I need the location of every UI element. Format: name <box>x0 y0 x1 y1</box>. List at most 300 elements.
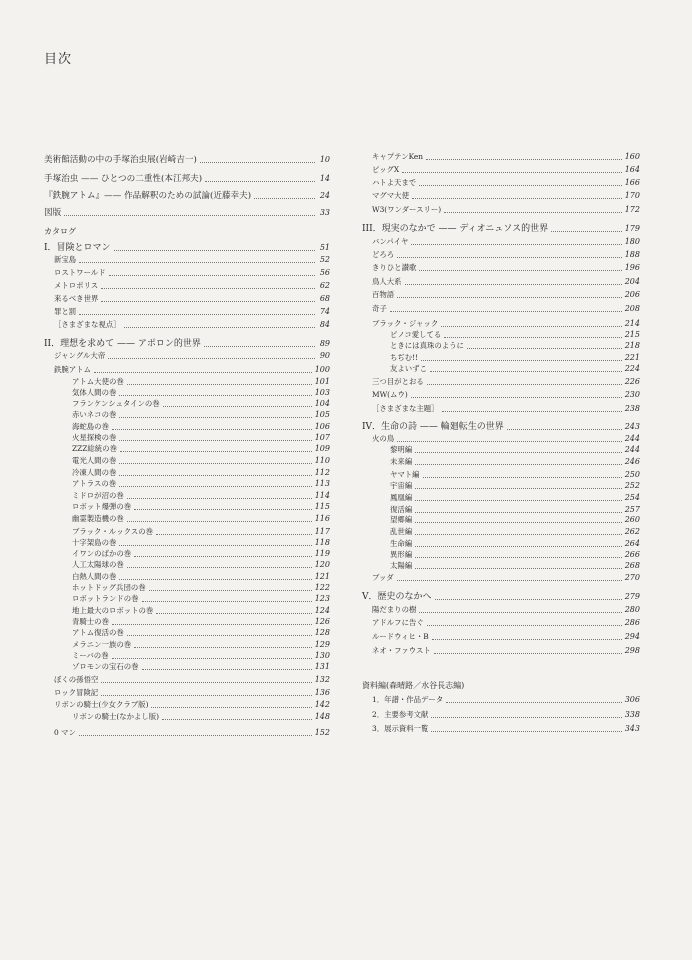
dot-leader <box>204 345 315 347</box>
toc-entry-title: 鉄腕アトム <box>54 365 91 374</box>
dot-leader <box>79 261 315 263</box>
toc-entry-title: ホットドッグ兵団の巻 <box>72 583 146 592</box>
section-label: 資料編(森晴路／水谷長志編) <box>362 681 465 690</box>
toc-entry-title: II．理想を求めて —— アポロン的世界 <box>44 339 201 349</box>
toc-entry <box>72 593 330 604</box>
dot-leader <box>127 566 312 568</box>
toc-entry-title: 鳳凰編 <box>390 493 413 502</box>
toc-entry-title: メトロポリス <box>54 281 99 290</box>
dot-leader <box>156 612 311 614</box>
toc-entry-title: アトム大使の巻 <box>72 377 124 386</box>
toc-section-heading <box>362 421 640 432</box>
toc-entry-title: ミーバの巻 <box>72 651 109 660</box>
toc-entry-title: ピノコ愛してる <box>390 330 442 339</box>
toc-section-heading <box>362 591 640 602</box>
toc-entry-title: 3．展示資料一覧 <box>372 724 429 733</box>
toc-entry <box>44 190 330 201</box>
toc-entry-page: 254 <box>624 493 640 502</box>
toc-entry-page: 188 <box>624 250 640 259</box>
toc-entry-page: 123 <box>314 594 330 603</box>
toc-entry-page: 196 <box>624 263 640 272</box>
toc-entry <box>54 364 330 375</box>
toc-entry-page: 152 <box>314 728 330 737</box>
toc-entry <box>54 319 330 330</box>
toc-entry <box>72 501 330 512</box>
toc-entry <box>72 526 330 537</box>
toc-entry-title: アドルフに告ぐ <box>372 618 424 627</box>
toc-entry-title: アトラスの巻 <box>72 479 117 488</box>
dot-leader <box>79 313 315 315</box>
toc-entry <box>390 492 640 503</box>
toc-entry-page: 238 <box>624 404 640 413</box>
dot-leader <box>94 371 312 373</box>
dot-leader <box>432 638 622 640</box>
toc-entry-title: ブラック・ジャック <box>372 319 439 328</box>
toc-entry-page: 33 <box>319 208 330 217</box>
dot-leader <box>390 310 622 312</box>
toc-entry-title: ZZZ総統の巻 <box>72 444 117 453</box>
toc-entry-page: 252 <box>624 481 640 490</box>
dot-leader <box>435 598 622 600</box>
toc-entry-page: 24 <box>319 191 330 200</box>
toc-entry-page: 160 <box>624 152 640 161</box>
dot-leader <box>419 184 622 186</box>
toc-entry <box>72 421 330 432</box>
page-title: 目次 <box>44 52 73 67</box>
toc-entry-title: ［さまざまな主題］ <box>372 404 439 413</box>
toc-entry <box>390 549 640 560</box>
dot-leader <box>127 634 312 636</box>
toc-entry-page: 62 <box>319 281 330 290</box>
toc-entry-page: 136 <box>314 688 330 697</box>
toc-entry-page: 268 <box>624 561 640 570</box>
toc-entry <box>372 303 640 314</box>
dot-leader <box>442 410 622 412</box>
toc-entry-title: ロボットランドの巻 <box>72 594 139 603</box>
toc-entry-page: 52 <box>319 255 330 264</box>
dot-leader <box>507 428 622 430</box>
dot-leader <box>444 336 621 338</box>
toc-entry-title: 友よいずこ <box>390 364 427 373</box>
toc-entry-title: 1．年譜・作品データ <box>372 695 444 704</box>
toc-entry <box>54 254 330 265</box>
toc-entry-page: 262 <box>624 527 640 536</box>
dot-leader <box>467 347 622 349</box>
toc-entry-page: 84 <box>319 320 330 329</box>
toc-entry <box>54 306 330 317</box>
toc-entry <box>372 318 640 329</box>
toc-entry-page: 142 <box>314 700 330 709</box>
toc-entry <box>372 403 640 414</box>
toc-entry-page: 124 <box>314 606 330 615</box>
toc-entry-page: 89 <box>319 339 330 348</box>
dot-leader <box>415 463 622 465</box>
dot-leader <box>156 533 312 535</box>
dot-leader <box>415 511 622 513</box>
toc-entry <box>390 352 640 363</box>
dot-leader <box>405 283 622 285</box>
toc-entry-title: 地上最大のロボットの巻 <box>72 606 154 615</box>
toc-entry-title: メラニン一族の巻 <box>72 640 132 649</box>
toc-entry <box>54 687 330 698</box>
toc-entry-title: 赤いネコの巻 <box>72 410 117 419</box>
dot-leader <box>119 394 311 396</box>
toc-entry-page: 120 <box>314 560 330 569</box>
toc-entry-title: 新宝島 <box>54 255 77 264</box>
toc-entry-page: 105 <box>314 410 330 419</box>
toc-entry-page: 112 <box>314 468 330 477</box>
dot-leader <box>127 383 312 385</box>
toc-entry-title: 黎明編 <box>390 445 413 454</box>
toc-entry-page: 110 <box>314 456 330 465</box>
toc-entry-title: 美術館活動の中の手塚治虫展(岩崎吉一) <box>44 155 197 165</box>
dot-leader <box>415 451 622 453</box>
toc-entry <box>372 289 640 300</box>
toc-entry <box>372 709 640 720</box>
toc-entry-title: V．歴史のなかへ <box>362 592 432 602</box>
toc-entry-title: 電光人間の巻 <box>72 456 117 465</box>
dot-leader <box>415 567 622 569</box>
toc-entry <box>72 582 330 593</box>
dot-leader <box>108 357 315 359</box>
toc-entry-page: 119 <box>314 549 330 558</box>
toc-entry-title: MW(ムウ) <box>372 390 408 399</box>
dot-leader <box>134 508 312 510</box>
toc-entry-title: リボンの騎士(少女クラブ版) <box>54 700 149 709</box>
toc-entry-page: 100 <box>314 365 330 374</box>
toc-entry-title: 海蛇島の巻 <box>72 422 109 431</box>
toc-entry <box>54 350 330 361</box>
dot-leader <box>119 462 311 464</box>
dot-leader <box>142 668 312 670</box>
dot-leader <box>64 214 315 216</box>
toc-entry-page: 338 <box>624 710 640 719</box>
dot-leader <box>151 706 311 708</box>
toc-entry-page: 166 <box>624 178 640 187</box>
toc-entry-page: 107 <box>314 433 330 442</box>
toc-entry-page: 109 <box>314 444 330 453</box>
toc-entry-title: ビッグX <box>372 165 400 174</box>
dot-leader <box>402 171 622 173</box>
toc-entry-title: ミドロが沼の巻 <box>72 491 124 500</box>
toc-section-heading <box>44 338 330 349</box>
toc-entry <box>72 376 330 387</box>
toc-entry-title: 宇宙編 <box>390 481 413 490</box>
toc-entry-title: 十字架島の巻 <box>72 538 117 547</box>
toc-entry-page: 294 <box>624 632 640 641</box>
toc-entry-page: 243 <box>624 422 640 431</box>
toc-entry-title: フランケンシュタインの巻 <box>72 399 160 408</box>
toc-entry <box>72 537 330 548</box>
toc-entry-title: ネオ・ファウスト <box>372 646 431 655</box>
dot-leader <box>411 396 622 398</box>
toc-entry-page: 117 <box>314 527 330 536</box>
toc-entry <box>72 661 330 672</box>
toc-entry-page: 257 <box>624 505 640 514</box>
dot-leader <box>112 657 312 659</box>
toc-entry <box>372 151 640 162</box>
toc-entry-title: 『鉄腕アトム』—— 作品解釈のための試論(近藤幸夫) <box>44 191 252 201</box>
toc-entry <box>72 467 330 478</box>
dot-leader <box>101 694 312 696</box>
toc-entry <box>54 267 330 278</box>
dot-leader <box>119 474 311 476</box>
dot-leader <box>112 623 312 625</box>
toc-entry <box>44 207 330 218</box>
toc-entry-title: きりひと讃歌 <box>372 263 417 272</box>
toc-entry <box>390 456 640 467</box>
toc-entry-title: ロストワールド <box>54 268 106 277</box>
toc-entry <box>72 711 330 722</box>
toc-entry-page: 106 <box>314 422 330 431</box>
toc-entry-title: 復活編 <box>390 505 413 514</box>
toc-entry-page: 286 <box>624 618 640 627</box>
dot-leader <box>426 158 622 160</box>
toc-entry <box>72 490 330 501</box>
dot-leader <box>200 161 315 163</box>
toc-entry-page: 298 <box>624 646 640 655</box>
toc-entry <box>72 571 330 582</box>
toc-entry <box>372 249 640 260</box>
toc-entry <box>372 236 640 247</box>
toc-section-heading <box>362 223 640 234</box>
toc-entry-page: 10 <box>319 155 330 164</box>
dot-leader <box>397 256 622 258</box>
toc-entry-page: 224 <box>624 364 640 373</box>
toc-entry-page: 132 <box>314 675 330 684</box>
toc-entry-title: 青騎士の巻 <box>72 617 109 626</box>
toc-entry-title: 異形編 <box>390 550 413 559</box>
toc-entry-title: ヤマト編 <box>390 470 420 479</box>
toc-entry-page: 266 <box>624 550 640 559</box>
dot-leader <box>415 556 622 558</box>
toc-entry-title: 太陽編 <box>390 561 413 570</box>
toc-entry <box>72 559 330 570</box>
dot-leader <box>119 485 312 487</box>
toc-entry <box>372 723 640 734</box>
dot-leader <box>411 243 621 245</box>
dot-leader <box>127 497 312 499</box>
toc-entry <box>72 398 330 409</box>
toc-entry-title: 罪と罰 <box>54 307 77 316</box>
toc-entry-page: 74 <box>319 307 330 316</box>
toc-entry-page: 306 <box>624 695 640 704</box>
dot-leader <box>119 439 311 441</box>
dot-leader <box>551 230 622 232</box>
toc-entry-title: 図版 <box>44 208 62 218</box>
toc-entry <box>390 469 640 480</box>
toc-entry <box>372 376 640 387</box>
toc-entry <box>54 699 330 710</box>
toc-entry-page: 122 <box>314 583 330 592</box>
toc-section-heading <box>44 242 330 253</box>
toc-entry <box>72 639 330 650</box>
toc-entry <box>390 363 640 374</box>
toc-entry-title: W3(ワンダースリー) <box>372 205 442 214</box>
dot-leader <box>119 416 311 418</box>
toc-entry-page: 230 <box>624 390 640 399</box>
toc-entry-page: 172 <box>624 205 640 214</box>
toc-entry-title: 0 マン <box>54 728 76 737</box>
toc-entry-page: 180 <box>624 237 640 246</box>
toc-entry-title: ルードウィヒ・B <box>372 632 429 641</box>
dot-leader <box>441 325 621 327</box>
dot-leader <box>423 476 622 478</box>
toc-entry-title: ジャングル大帝 <box>54 351 106 360</box>
toc-entry <box>372 276 640 287</box>
toc-entry-page: 103 <box>314 388 330 397</box>
toc-entry-page: 90 <box>319 351 330 360</box>
toc-entry-page: 164 <box>624 165 640 174</box>
toc-entry <box>72 605 330 616</box>
toc-entry-page: 118 <box>314 538 330 547</box>
toc-entry-page: 126 <box>314 617 330 626</box>
toc-entry-page: 279 <box>624 592 640 601</box>
toc-entry-title: ブラック・ルックスの巻 <box>72 527 154 536</box>
dot-leader <box>101 681 311 683</box>
toc-entry <box>372 164 640 175</box>
toc-entry-title: I．冒険とロマン <box>44 243 111 253</box>
toc-entry <box>372 433 640 444</box>
toc-entry <box>54 293 330 304</box>
toc-entry-title: 未来編 <box>390 457 413 466</box>
toc-entry <box>72 513 330 524</box>
toc-entry-page: 170 <box>624 191 640 200</box>
dot-leader <box>119 544 311 546</box>
dot-leader <box>149 589 312 591</box>
dot-leader <box>434 652 622 654</box>
dot-leader <box>431 716 621 718</box>
dot-leader <box>134 646 312 648</box>
toc-entry-title: ［さまざまな視点］ <box>54 320 121 329</box>
dot-leader <box>162 718 312 720</box>
toc-entry <box>72 478 330 489</box>
toc-entry-page: 246 <box>624 457 640 466</box>
dot-leader <box>427 383 622 385</box>
toc-entry-page: 206 <box>624 290 640 299</box>
toc-entry <box>372 572 640 583</box>
dot-leader <box>415 521 622 523</box>
dot-leader <box>444 211 622 213</box>
toc-entry <box>72 616 330 627</box>
toc-entry-title: アトム復活の巻 <box>72 628 124 637</box>
dot-leader <box>397 579 622 581</box>
toc-entry <box>72 548 330 559</box>
toc-entry-title: 奇子 <box>372 304 387 313</box>
toc-entry <box>372 389 640 400</box>
dot-leader <box>415 533 622 535</box>
dot-leader <box>446 701 622 703</box>
toc-entry <box>72 627 330 638</box>
toc-entry-title: ときには真珠のように <box>390 341 464 350</box>
toc-entry <box>372 604 640 615</box>
toc-entry <box>54 727 330 738</box>
toc-entry-page: 104 <box>314 399 330 408</box>
dot-leader <box>419 611 621 613</box>
toc-entry-title: 陽だまりの樹 <box>372 605 417 614</box>
dot-leader <box>412 197 622 199</box>
toc-entry-title: バンパイヤ <box>372 237 409 246</box>
toc-entry <box>72 443 330 454</box>
toc-entry <box>372 262 640 273</box>
toc-entry-page: 116 <box>314 514 330 523</box>
toc-entry-title: 気体人間の巻 <box>72 388 117 397</box>
toc-entry-page: 280 <box>624 605 640 614</box>
toc-entry-title: 幽霊製造機の巻 <box>72 514 124 523</box>
toc-entry-title: キャプテンKen <box>372 152 424 161</box>
dot-leader <box>397 296 622 298</box>
toc-entry <box>54 674 330 685</box>
toc-entry-title: III．現実のなかで —— ディオニュソス的世界 <box>362 224 549 234</box>
toc-entry-page: 113 <box>314 479 330 488</box>
toc-entry-title: ブッダ <box>372 573 394 582</box>
dot-leader <box>124 326 315 328</box>
dot-leader <box>421 359 622 361</box>
toc-entry-title: 望郷編 <box>390 515 413 524</box>
toc-entry-title: ロボット爆弾の巻 <box>72 502 132 511</box>
toc-entry-title: 火星探検の巻 <box>72 433 117 442</box>
toc-entry <box>54 280 330 291</box>
toc-entry-title: ゾロモンの宝石の巻 <box>72 662 139 671</box>
toc-entry-title: IV．生命の詩 —— 輪廻転生の世界 <box>362 422 504 432</box>
dot-leader <box>112 428 312 430</box>
toc-entry-title: 三つ目がとおる <box>372 377 424 386</box>
toc-entry <box>72 650 330 661</box>
toc-entry-page: 343 <box>624 724 640 733</box>
toc-entry-page: 264 <box>624 539 640 548</box>
toc-entry-title: ぼくの孫悟空 <box>54 675 99 684</box>
toc-entry-page: 244 <box>624 434 640 443</box>
toc-entry-page: 218 <box>624 341 640 350</box>
toc-entry <box>390 560 640 571</box>
toc-entry <box>390 514 640 525</box>
toc-entry-title: リボンの騎士(なかよし版) <box>72 712 160 721</box>
toc-entry <box>390 444 640 455</box>
toc-entry <box>372 631 640 642</box>
dot-leader <box>205 180 315 182</box>
toc-entry-title: 手塚治虫 —— ひとつの二重性(本江邦夫) <box>44 174 203 184</box>
toc-entry-page: 129 <box>314 640 330 649</box>
toc-entry-page: 51 <box>319 243 330 252</box>
toc-entry-title: ロック冒険記 <box>54 688 99 697</box>
toc-entry-title: 来るべき世界 <box>54 294 99 303</box>
dot-leader <box>120 450 312 452</box>
toc-entry-page: 221 <box>624 353 640 362</box>
toc-entry <box>390 480 640 491</box>
toc-entry-title: 冷凍人間の巻 <box>72 468 117 477</box>
dot-leader <box>397 440 622 442</box>
toc-entry <box>390 538 640 549</box>
dot-leader <box>142 600 312 602</box>
toc-entry-title: 乱世編 <box>390 527 413 536</box>
toc-entry-page: 179 <box>624 224 640 233</box>
dot-leader <box>419 269 621 271</box>
dot-leader <box>163 405 312 407</box>
dot-leader <box>101 287 315 289</box>
dot-leader <box>431 730 621 732</box>
toc-entry-page: 101 <box>314 377 330 386</box>
toc-entry-title: 白熱人間の巻 <box>72 572 117 581</box>
dot-leader <box>127 520 312 522</box>
dot-leader <box>415 499 622 501</box>
dot-leader <box>79 734 312 736</box>
toc-entry-page: 148 <box>314 712 330 721</box>
toc-entry <box>390 340 640 351</box>
dot-leader <box>109 274 315 276</box>
toc-entry-page: 114 <box>314 491 330 500</box>
toc-entry-page: 121 <box>314 572 330 581</box>
toc-entry <box>372 617 640 628</box>
